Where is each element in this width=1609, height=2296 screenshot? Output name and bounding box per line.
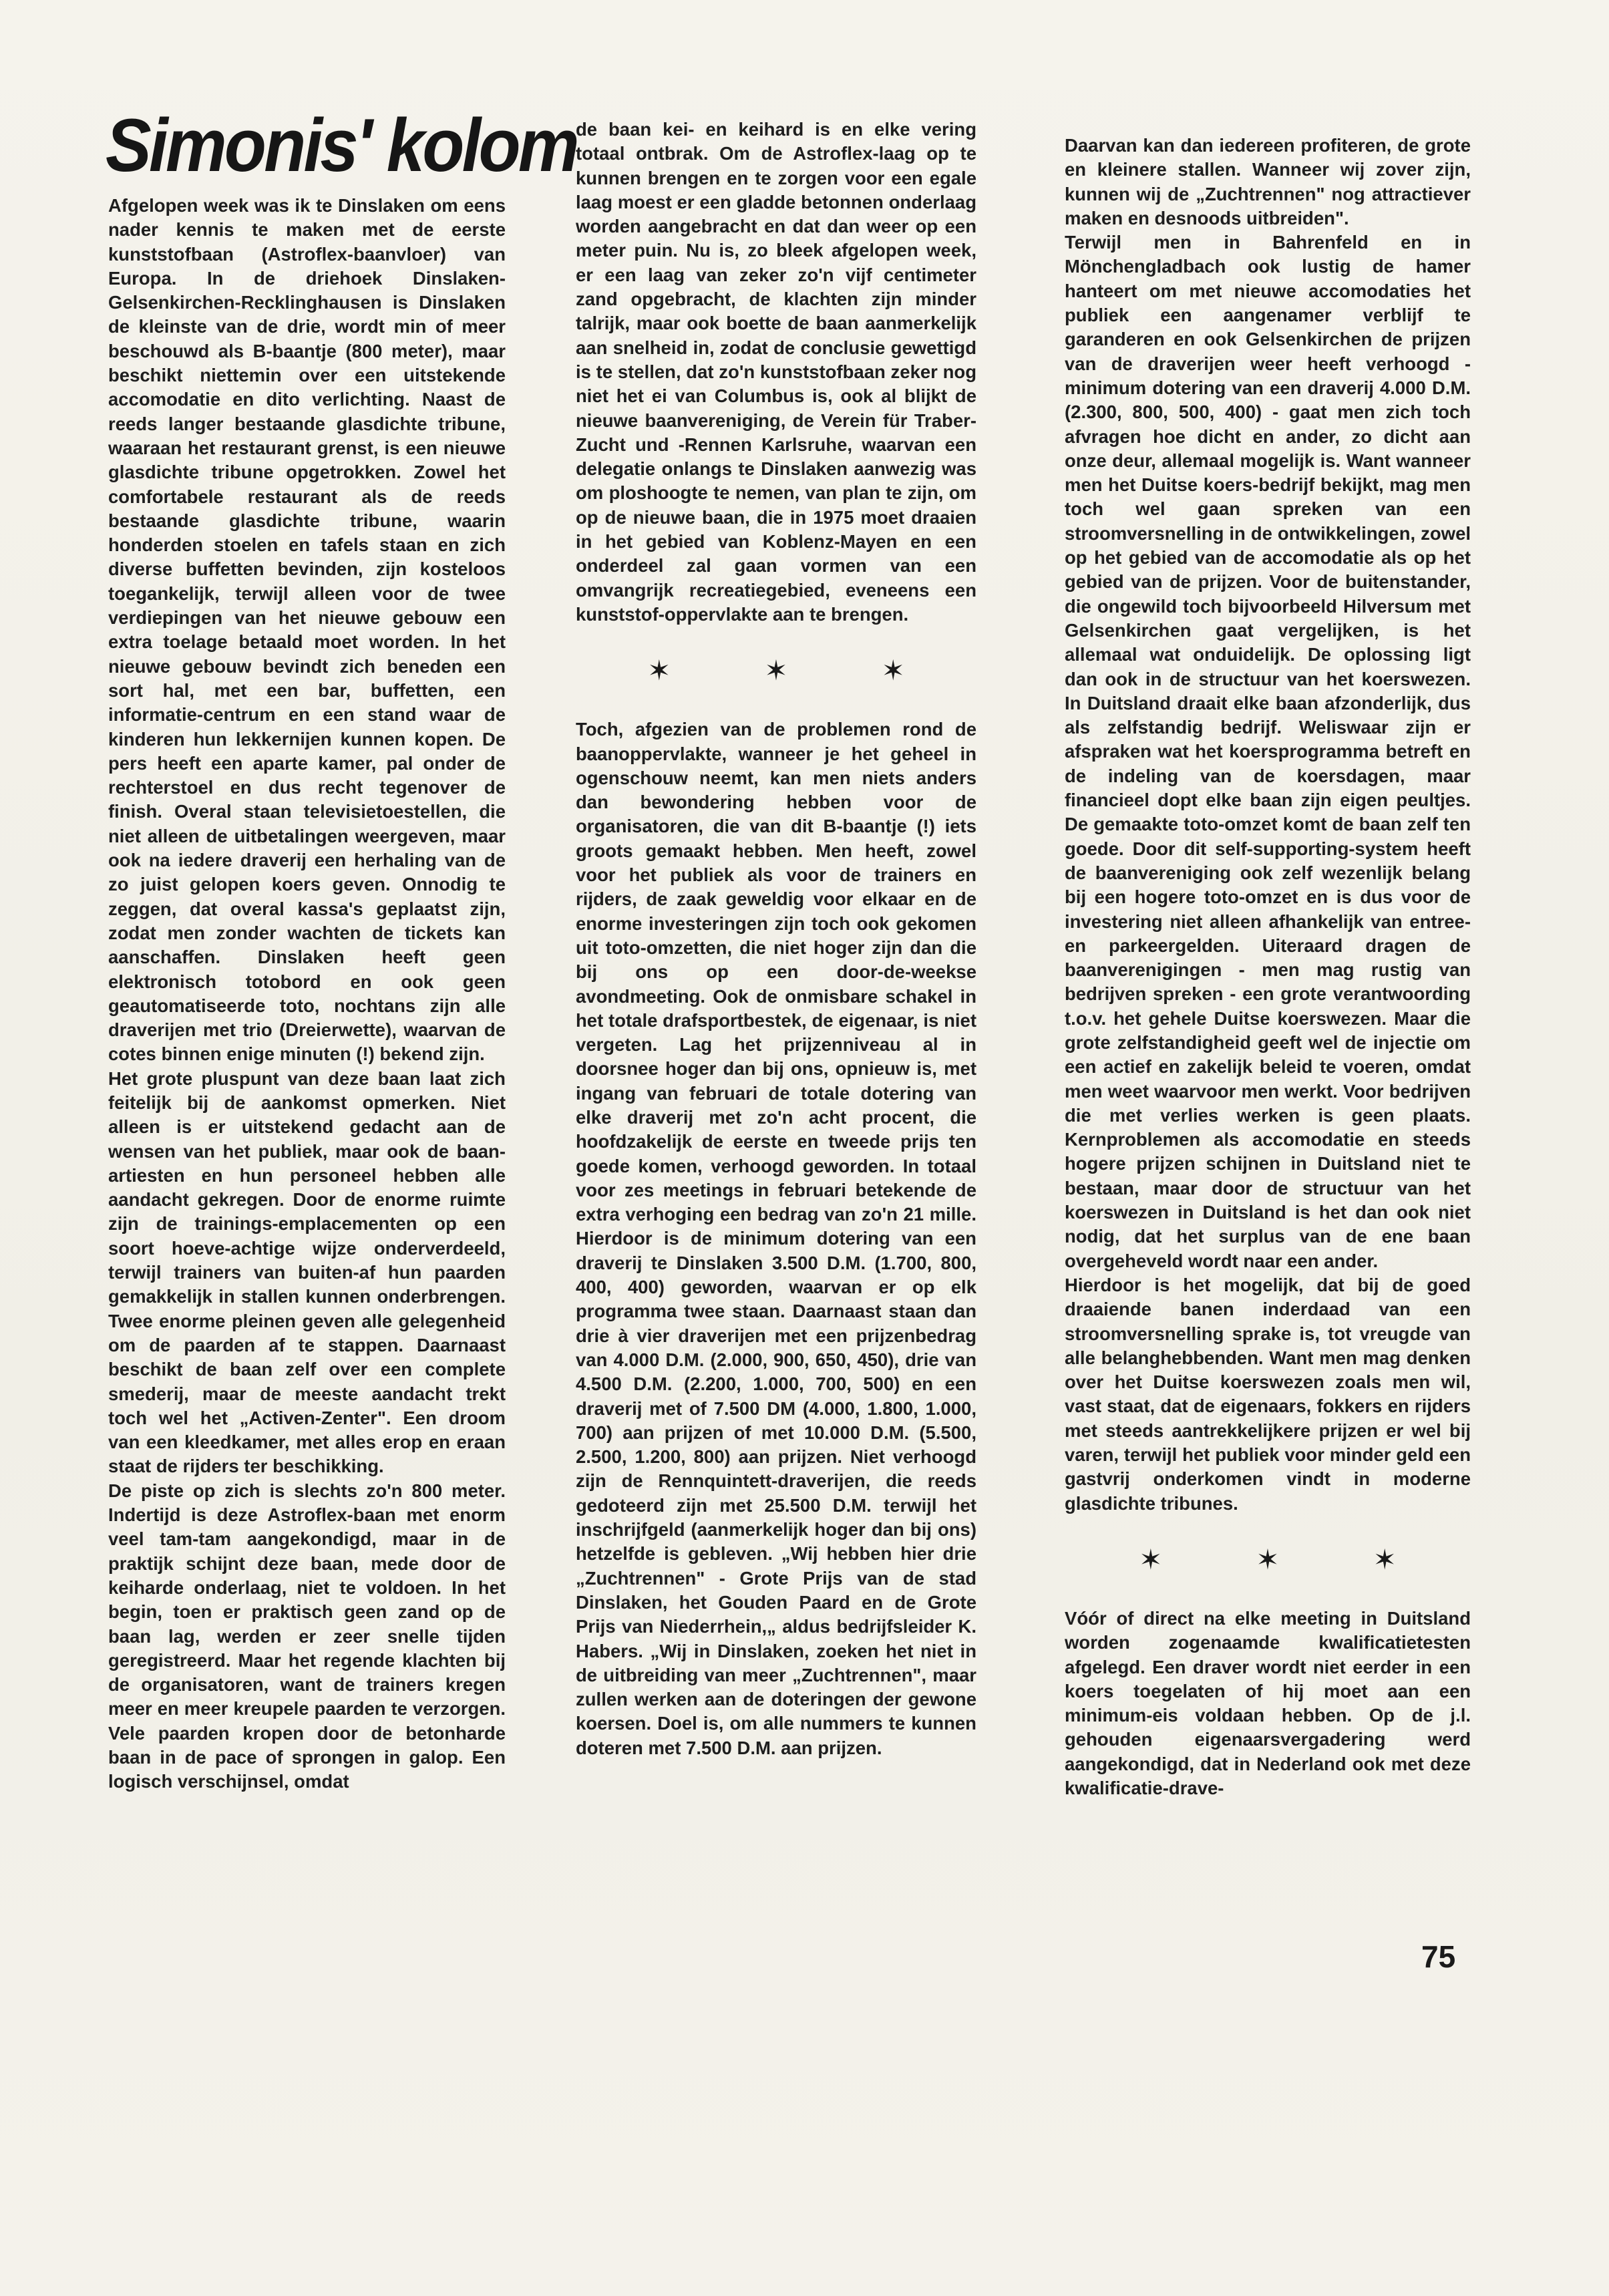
star-icon: ✶: [764, 655, 788, 687]
text-column-2: [576, 118, 976, 1760]
section-separator: [1065, 1545, 1471, 1575]
star-icon: ✶: [881, 655, 905, 687]
text-column-3: [1065, 134, 1471, 1800]
paragraph: Terwijl men in Bahrenfeld en in Mönchengladbach ook lustig de hamer hanteert om met nieuwe accomodaties het publiek een aangenamer verblijf te garanderen en ook Gelsenkirchen de prijzen van de draverijen weer heeft verhoogd - minimum dotering van een draverij 4.000 D.M. (2.300, 800, 500, 400) - gaat men zich toch afvragen hoe dicht en ander, zo dicht aan onze deur, allemaal mogelijk is. Want wanneer men het Duitse koers-bedrijf bekijkt, mag men toch wel gaan spreken van een stroomversnelling in de ontwikkelingen, zowel op het gebied van de accomodatie als op het gebied van de prijzen. Voor de buitenstander, die ongewild toch bijvoorbeeld Hilversum met Gelsenkirchen gaat vergelijken, is het allemaal wat onduidelijk. De oplossing ligt dan ook in de structuur van het koerswezen. In Duitsland draait elke baan afzonderlijk, dus als zelfstandig bedrijf. Weliswaar zijn er afspraken wat het koersprogramma betreft en de indeling van de koersdagen, maar financieel dopt elke baan zijn eigen peultjes. De gemaakte toto-omzet komt de baan zelf ten goede. Door dit self-supporting-system heeft de baanvereniging ook zelf wezenlijk belang bij een hogere toto-omzet en is dus voor de investering niet alleen afhankelijk van entree- en parkeergelden. Uiteraard dragen de baanverenigingen - men mag rustig van bedrijven spreken - een grote verantwoording t.o.v. het gehele Duitse koerswezen. Maar die grote zelfstandigheid geeft wel de injectie om een actief en zakelijk beleid te voeren, omdat men weet waarvoor men werkt. Voor bedrijven die met verlies werken is geen plaats. Kernproblemen als accomodatie en steeds hogere prijzen schijnen in Duitsland niet te bestaan, maar door de structuur van het koerswezen in Duitsland is het dan ook niet nodig, dat het surplus van de ene baan overgeheveld wordt naar een ander.: [1065, 232, 1471, 1271]
paragraph: Vóór of direct na elke meeting in Duitsland worden zogenaamde kwalificatietesten afgelegd. Een draver wordt niet eerder in een koers toegelaten of hij moet aan een minimum-eis voldaan hebben. Op de j.l. gehouden eigenaarsvergadering werd aangekondigd, dat in Nederland ook met deze kwalificatie-drave-: [1065, 1607, 1471, 1798]
text-column-1: [108, 194, 506, 1794]
article-title: Simonis' kolom: [106, 104, 577, 187]
paragraph: Het grote pluspunt van deze baan laat zich feitelijk bij de aankomst opmerken. Niet alleen is er uitstekend gedacht aan de wensen van het publiek, maar ook de baan-artiesten en hun personeel hebben alle aandacht gekregen. Door de enorme ruimte zijn de trainings-emplacementen op een soort hoeve-achtige wijze onderverdeeld, terwijl trainers van buiten-af hun paarden gemakkelijk in stallen kunnen onderbrengen. Twee enorme pleinen geven alle gelegenheid om de paarden af te stappen. Daarnaast beschikt de baan zelf over een complete smederij, maar de meeste aandacht trekt toch wel het „Activen-Zenter". Een droom van een kleedkamer, met alles erop en eraan staat de rijders ter beschikking.: [108, 1068, 506, 1477]
paragraph: de baan kei- en keihard is en elke vering totaal ontbrak. Om de Astroflex-laag op te kunnen brengen en te zorgen voor een egale laag moest er een gladde betonnen onderlaag worden aangebracht en dat dan weer op een meter puin. Nu is, zo bleek afgelopen week, er een laag van zeker zo'n vijf centimeter zand opgebracht, de klachten zijn minder talrijk, maar ook boette de baan aanmerkelijk aan snelheid in, zodat de conclusie gewettigd is te stellen, dat zo'n kunststofbaan zeker nog niet het ei van Columbus is, ook al blijkt de nieuwe baanvereniging, de Verein für Traber- Zucht und -Rennen Karlsruhe, waarvan een delegatie onlangs te Dinslaken aanwezig was om ploshoogte te nemen, van plan te zijn, om op de nieuwe baan, die in 1975 moet draaien in het gebied van Koblenz-Mayen en een onderdeel zal gaan vormen van een omvangrijk recreatiegebied, eveneens een kunststof-oppervlakte aan te brengen.: [576, 119, 976, 625]
paragraph: Hierdoor is het mogelijk, dat bij de goed draaiende banen inderdaad van een stroomversnelling sprake is, tot vreugde van alle belanghebbenden. Want men mag denken over het Duitse koerswezen zoals men wil, vast staat, dat de eigenaars, fokkers en rijders met steeds aantrekkelijkere prijzen er wel bij varen, terwijl het publiek voor minder geld een gastvrij onderkomen vindt in moderne glasdichte tribunes.: [1065, 1274, 1471, 1514]
paragraph: Daarvan kan dan iedereen profiteren, de grote en kleinere stallen. Wanneer wij zover zijn, kunnen wij de „Zuchtrennen" nog attractiever maken en desnoods uitbreiden".: [1065, 135, 1471, 228]
star-icon: ✶: [1373, 1543, 1397, 1575]
star-icon: ✶: [1139, 1543, 1163, 1575]
paragraph: Toch, afgezien van de problemen rond de baanoppervlakte, wanneer je het geheel in ogenschouw neemt, kan men niets anders dan bewondering hebben voor de organisatoren, die van dit B-baantje (!) iets groots gemaakt hebben. Men heeft, zowel voor het publiek als voor de trainers en rijders, de zaak geweldig voor elkaar en de enorme investeringen zijn toch ook gekomen uit toto-omzetten, die niet hoger zijn dan die bij ons op een door-de-weekse avondmeeting. Ook de onmisbare schakel in het totale drafsportbestek, de eigenaar, is niet vergeten. Lag het prijzenniveau al in doorsnee hoger dan bij ons, opnieuw is, met ingang van februari de totale dotering van elke draverij met zo'n acht procent, die hoofdzakelijk de eerste en tweede prijs ten goede komen, verhoogd geworden. In totaal voor zes meetings in februari betekende de extra verhoging een bedrag van zo'n 21 mille. Hierdoor is de minimum dotering van een draverij te Dinslaken 3.500 D.M. (1.700, 800, 400, 400) geworden, waarvan er op elk programma twee staan. Daarnaast staan dan drie à vier draverijen met een prijzenbedrag van 4.000 D.M. (2.000, 900, 650, 450), drie van 4.500 D.M. (2.200, 1.000, 700, 500) en een draverij met of 7.500 DM (4.000, 1.800, 1.000, 700) aan prijzen of met 10.000 D.M. (5.500, 2.500, 1.200, 800) aan prijzen. Niet verhoogd zijn de Rennquintett-draverijen, die reeds gedoteerd zijn met 25.500 D.M. terwijl het inschrijfgeld (aanmerkelijk hoger dan bij ons) hetzelfde is gebleven. „Wij hebben hier drie „Zuchtrennen" - Grote Prijs van de stad Dinslaken, het Gouden Paard en de Grote Prijs van Niederrhein,„ aldus bedrijfsleider K. Habers. „Wij in Dinslaken, zoeken het niet in de uitbreiding van meer „Zuchtrennen", maar zullen werken aan de doteringen der gewone koersen. Doel is, om alle nummers te kunnen doteren met 7.500 D.M. aan prijzen.: [576, 719, 976, 1758]
star-icon: ✶: [1256, 1543, 1280, 1575]
star-icon: ✶: [647, 655, 671, 687]
paragraph: Afgelopen week was ik te Dinslaken om eens nader kennis te maken met de eerste kunststofbaan (Astroflex-baanvloer) van Europa. In de driehoek Dinslaken-Gelsenkirchen-Recklinghausen is Dinslaken de kleinste van de drie, wordt min of meer beschouwd als B-baantje (800 meter), maar beschikt niettemin over een uitstekende accomodatie en dito verlichting. Naast de reeds langer bestaande glasdichte tribune, waaraan het restaurant grenst, is een nieuwe glasdichte tribune opgetrokken. Zowel het comfortabele restaurant als de reeds bestaande glasdichte tribune, waarin honderden stoelen en tafels staan en zich diverse buffetten bevinden, zijn kosteloos toegankelijk, terwijl alleen voor de twee verdiepingen van het nieuwe gebouw een extra toelage betaald moet worden. In het nieuwe gebouw bevindt zich beneden een sort hal, met een bar, buffetten, een informatie-centrum en een stand waar de kinderen hun lekkernijen kunnen kopen. De pers heeft een aparte kamer, pal onder de rechterstoel en dus recht tegenover de finish. Overal staan televisietoestellen, die niet alleen de uitbetalingen weergeven, maar ook na iedere draverij een herhaling van de zo juist gelopen koers geven. Onnodig te zeggen, dat overal kassa's geplaatst zijn, zodat men zonder wachten de tickets kan aanschaffen. Dinslaken heeft geen elektronisch totobord en ook geen geautomatiseerde toto, nochtans zijn alle draverijen met trio (Dreierwette), waarvan de cotes binnen enige minuten (!) bekend zijn.: [108, 195, 506, 1065]
section-separator: [576, 656, 976, 685]
page-number: 75: [1421, 1939, 1456, 1974]
paragraph: De piste op zich is slechts zo'n 800 meter. Indertijd is deze Astroflex-baan met enorm veel tam-tam aangekondigd, maar in de praktijk schijnt deze baan, mede door de keiharde onderlaag, niet te voldoen. In het begin, toen er praktisch geen zand op de baan lag, werden er zeer snelle tijden geregistreerd. Maar het regende klachten bij de organisatoren, want de trainers kregen meer en meer kreupele paarden te verzorgen. Vele paarden kropen door de betonharde baan in de pace of sprongen in galop. Een logisch verschijnsel, omdat: [108, 1480, 506, 1792]
